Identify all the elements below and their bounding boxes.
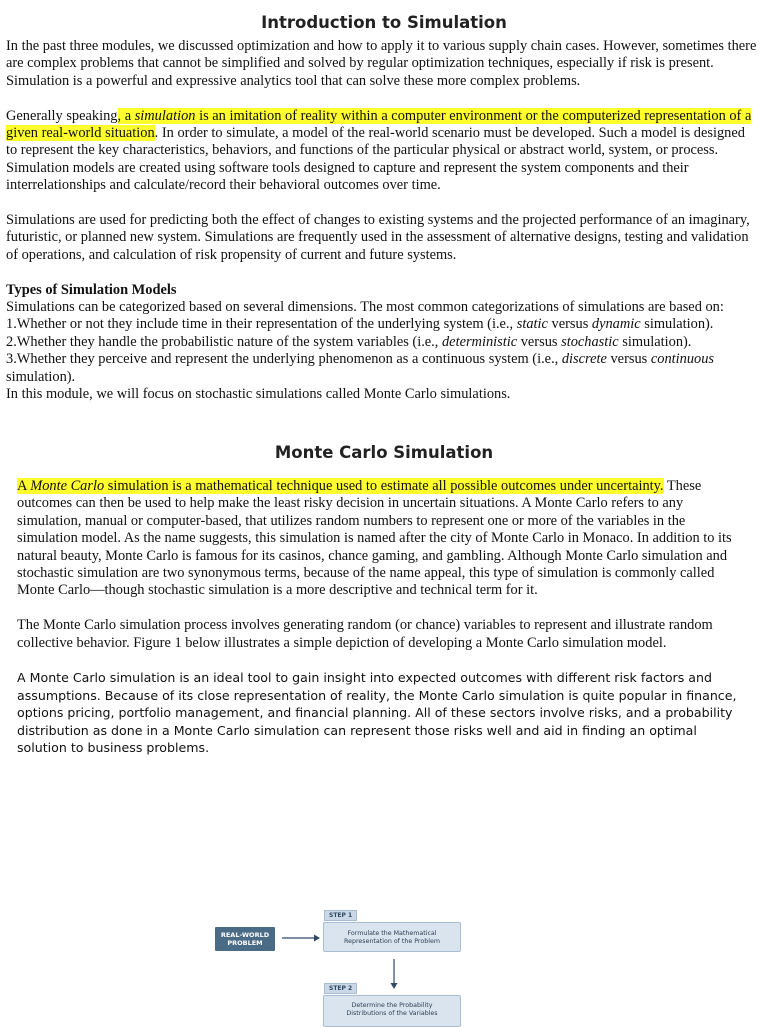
step-2-box: Determine the Probability Distributions of the Variables xyxy=(323,995,461,1027)
mc-paragraph-2: The Monte Carlo simulation process involves generating random (or chance) variables to represent and illustrate random collective behavior. Figure 1 below illustrates a simple depiction of developing a Monte Carlo simulation model. xyxy=(17,617,713,651)
arrow-right-icon xyxy=(282,933,320,943)
intro-paragraph-3: Simulations are used for predicting both the effect of changes to existing systems and the projected performance of an imaginary, futuristic, or planned new system. Simulations are frequently used in the assessment of alternative designs, testing and validation of operations, and calculation of risk propensity of current and future systems. xyxy=(6,212,750,263)
list-item: 1.Whether or not they include time in their representation of the underlying system (i.e., static versus dynamic simulation). xyxy=(6,316,714,333)
step-1-box: Formulate the Mathematical Representation of the Problem xyxy=(323,922,461,952)
mc-paragraph-1: A Monte Carlo simulation is a mathematical technique used to estimate all possible outcomes under uncertainty. These outcomes can then be used to help make the least risky decision in uncertain situations. A Monte Carlo refers to any simulation, manual or computer-based, that utilizes random numbers to represent one or more of the variables in the simulation model. As the name suggests, this simulation is named after the city of Monte Carlo in Monaco. In addition to its natural beauty, Monte Carlo is famous for its casinos, chance gaming, and gambling. Although Monte Carlo simulation and stochastic simulation are two synonymous terms, because of the name appeal, this type of simulation is commonly called Monte Carlo—though stochastic simulation is a more descriptive and technical term for it. xyxy=(17,478,732,599)
closing-line: In this module, we will focus on stochastic simulations called Monte Carlo simulations. xyxy=(6,386,511,403)
page-title: Introduction to Simulation xyxy=(261,13,507,32)
figure-1-diagram xyxy=(212,905,472,1024)
highlight-definition: , a simulation is an imitation of reality within a computer environment or the computerized representation of a given real-world situation xyxy=(6,107,752,142)
intro-paragraph-1: In the past three modules, we discussed optimization and how to apply it to various supply chain cases. However, sometimes there are complex problems that cannot be simplified and solved by regular optimization techniques, especially if risk is present. Simulation is a powerful and expressive analytics tool that can solve these more complex problems. xyxy=(6,38,757,89)
types-heading: Types of Simulation Models xyxy=(6,281,177,298)
section-title: Monte Carlo Simulation xyxy=(274,443,494,462)
mc-paragraph-3: A Monte Carlo simulation is an ideal tool to gain insight into expected outcomes with different risk factors and assumptions. Because of its close representation of reality, the Monte Carlo simulation is quite popular in finance, options pricing, portfolio management, and financial planning. All of these sectors involve risks, and a probability distribution as done in a Monte Carlo simulation can represent those risks well and aid in finding an optimal solution to business problems. xyxy=(17,670,737,756)
step-1-tag: STEP 1 xyxy=(324,910,357,921)
step-2-tag: STEP 2 xyxy=(324,983,357,994)
types-intro: Simulations can be categorized based on several dimensions. The most common categorizations of simulations are based on: xyxy=(6,299,724,316)
arrow-down-icon xyxy=(389,959,399,989)
monte-carlo-section xyxy=(17,478,747,774)
list-item: 2.Whether they handle the probabilistic nature of the system variables (i.e., deterministic versus stochastic simulation). xyxy=(6,333,692,350)
intro-section xyxy=(6,38,758,403)
intro-paragraph-2: Generally speaking, a simulation is an imitation of reality within a computer environment or the computerized representation of a given real-world situation. In order to simulate, a model of the real-world scenario must be developed. Such a model is designed to represent the key characteristics, behaviors, and functions of the particular physical or abstract world, system, or process. Simulation models are created using software tools designed to capture and represent the system components and their interrelationships and calculate/record their behavioral outcomes over time. xyxy=(6,107,752,194)
highlight-definition: A Monte Carlo simulation is a mathematical technique used to estimate all possible outcomes under uncertainty. xyxy=(17,478,664,494)
list-item: 3.Whether they perceive and represent the underlying phenomenon as a continuous system (i.e., discrete versus continuous simulation). xyxy=(6,351,715,385)
real-world-problem-box: REAL-WORLD PROBLEM xyxy=(215,927,275,951)
